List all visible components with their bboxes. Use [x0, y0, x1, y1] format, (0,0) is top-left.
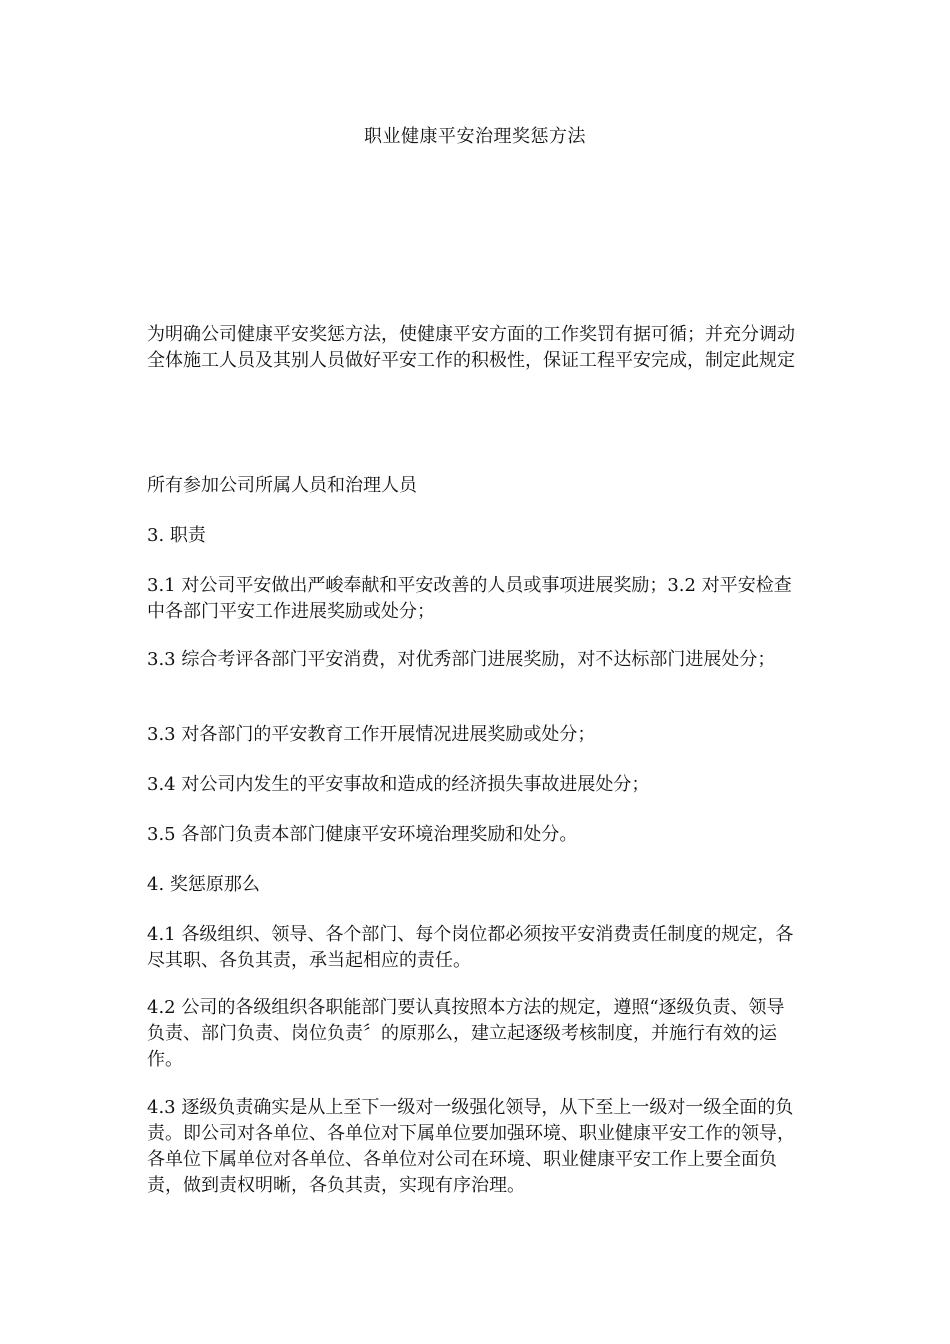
heading-principles: 4. 奖惩原那么	[147, 874, 260, 895]
heading-responsibilities: 3. 职责	[147, 525, 206, 546]
paragraph-4-2: 4.2 公司的各级组织各职能部门要认真按照本方法的规定，遵照“逐级负责、领导负责、部门负责、岗位负责〞的原那么，建立起逐级考核制度，并施行有效的运作。	[147, 997, 785, 1070]
paragraph-3-3a: 3.3 综合考评各部门平安消费，对优秀部门进展奖励，对不达标部门进展处分；	[147, 649, 776, 670]
paragraph-purpose: 为明确公司健康平安奖惩方法，使健康平安方面的工作奖罚有据可循；并充分调动全体施工人员及其别人员做好平安工作的积极性，保证工程平安完成，制定此规定	[147, 324, 795, 371]
paragraph-3-4: 3.4 对公司内发生的平安事故和造成的经济损失事故进展处分；	[147, 774, 650, 795]
paragraph-4-3: 4.3 逐级负责确实是从上至下一级对一级强化领导，从下至上一级对一级全面的负责。即公司对各单位、各单位对下属单位要加强环境、职业健康平安工作的领导，各单位下属单位对各单位、各单位对公司在环境、职业健康平安工作上要全面负责，做到责权明晰，各负其责，实现有序治理。	[147, 1097, 795, 1196]
paragraph-3-1: 3.1 对公司平安做出严峻奉献和平安改善的人员或事项进展奖励；3.2 对平安检查中各部门平安工作进展奖励或处分；	[147, 575, 792, 622]
paragraph-scope: 所有参加公司所属人员和治理人员	[147, 475, 417, 496]
paragraph-3-3b: 3.3 对各部门的平安教育工作开展情况进展奖励或处分；	[147, 724, 596, 745]
paragraph-3-5: 3.5 各部门负责本部门健康平安环境治理奖励和处分。	[147, 824, 578, 845]
document-title: 职业健康平安治理奖惩方法	[364, 126, 586, 147]
paragraph-4-1: 4.1 各级组织、领导、各个部门、每个岗位都必须按平安消费责任制度的规定，各尽其职、各负其责，承当起相应的责任。	[147, 924, 794, 971]
